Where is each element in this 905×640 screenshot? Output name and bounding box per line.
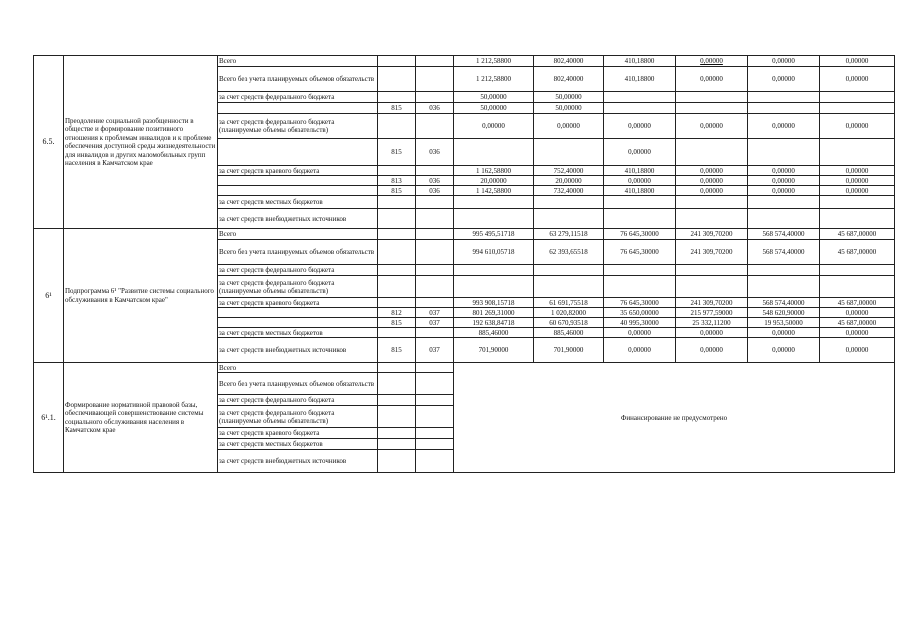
value-total: 995 495,51718 <box>454 229 534 240</box>
value-year: 35 650,00000 <box>604 308 676 318</box>
value-year <box>820 196 895 209</box>
code-section <box>416 428 454 439</box>
value-year <box>820 92 895 103</box>
value-year <box>604 196 676 209</box>
value-year: 568 574,40000 <box>748 298 820 308</box>
funding-source: за счет средств федерального бюджета <box>218 92 378 103</box>
value-year <box>748 209 820 229</box>
table-row <box>34 229 895 240</box>
code-section: 036 <box>416 103 454 114</box>
value-year: 410,18800 <box>604 186 676 196</box>
value-year <box>604 276 676 298</box>
code-grbs <box>378 265 416 276</box>
value-year: 0,00000 <box>820 186 895 196</box>
value-year: 61 691,75518 <box>534 298 604 308</box>
value-year <box>748 196 820 209</box>
funding-source: за счет средств федерального бюджета <box>218 265 378 276</box>
value-year <box>676 139 748 166</box>
funding-source: за счет средств краевого бюджета <box>218 298 378 308</box>
code-section <box>416 363 454 373</box>
funding-source <box>218 139 378 166</box>
value-year: 0,00000 <box>676 166 748 176</box>
value-year: 63 279,11518 <box>534 229 604 240</box>
value-year <box>604 209 676 229</box>
value-year: 0,00000 <box>676 176 748 186</box>
value-year <box>748 139 820 166</box>
value-year: 0,00000 <box>820 67 895 92</box>
funding-source: за счет средств федерального бюджета (планируемые объемы обязательств) <box>218 406 378 428</box>
value-year: 50,00000 <box>534 92 604 103</box>
value-year <box>534 265 604 276</box>
value-year: 76 645,30000 <box>604 298 676 308</box>
value-year <box>676 92 748 103</box>
value-year: 45 687,00000 <box>820 298 895 308</box>
value-year: 76 645,30000 <box>604 240 676 265</box>
code-section <box>416 406 454 428</box>
code-section <box>416 276 454 298</box>
value-year: 548 620,90000 <box>748 308 820 318</box>
value-year: 0,00000 <box>676 56 748 67</box>
funding-source: за счет средств краевого бюджета <box>218 428 378 439</box>
value-year: 0,00000 <box>676 67 748 92</box>
value-year <box>534 196 604 209</box>
value-year <box>676 209 748 229</box>
funding-source: за счет средств внебюджетных источников <box>218 338 378 363</box>
code-grbs: 815 <box>378 139 416 166</box>
code-grbs: 812 <box>378 308 416 318</box>
value-year <box>534 139 604 166</box>
code-grbs <box>378 92 416 103</box>
code-grbs <box>378 240 416 265</box>
value-year: 0,00000 <box>604 328 676 338</box>
value-year: 62 393,65518 <box>534 240 604 265</box>
value-year: 76 645,30000 <box>604 229 676 240</box>
code-grbs <box>378 406 416 428</box>
value-year: 0,00000 <box>820 114 895 139</box>
code-section <box>416 196 454 209</box>
value-total: 50,00000 <box>454 103 534 114</box>
code-grbs <box>378 450 416 473</box>
value-year <box>820 265 895 276</box>
value-total: 993 908,15718 <box>454 298 534 308</box>
value-total: 1 212,58800 <box>454 56 534 67</box>
value-year: 0,00000 <box>820 308 895 318</box>
value-year <box>820 139 895 166</box>
code-section <box>416 166 454 176</box>
funding-source: Всего без учета планируемых объемов обязательств <box>218 240 378 265</box>
value-total: 885,46000 <box>454 328 534 338</box>
funding-source: за счет средств федерального бюджета <box>218 395 378 406</box>
code-grbs <box>378 114 416 139</box>
value-year: 50,00000 <box>534 103 604 114</box>
value-year: 0,00000 <box>676 114 748 139</box>
code-section: 036 <box>416 176 454 186</box>
code-grbs <box>378 276 416 298</box>
code-grbs <box>378 166 416 176</box>
value-total: 0,00000 <box>454 114 534 139</box>
code-grbs: 815 <box>378 318 416 328</box>
measure-description: Формирование нормативной правовой базы, обеспечивающей совершенствование системы социального обслуживания населения в Камчатском крае <box>64 363 218 473</box>
value-year: 701,90000 <box>534 338 604 363</box>
code-grbs <box>378 328 416 338</box>
value-year <box>604 103 676 114</box>
value-year: 0,00000 <box>604 114 676 139</box>
value-year <box>820 103 895 114</box>
value-total <box>454 209 534 229</box>
code-grbs <box>378 196 416 209</box>
funding-source <box>218 103 378 114</box>
code-grbs <box>378 298 416 308</box>
value-year <box>534 276 604 298</box>
code-section: 037 <box>416 308 454 318</box>
value-year <box>676 196 748 209</box>
code-section <box>416 439 454 450</box>
code-section <box>416 450 454 473</box>
funding-source: за счет средств местных бюджетов <box>218 439 378 450</box>
value-year: 45 687,00000 <box>820 240 895 265</box>
funding-source: Всего без учета планируемых объемов обязательств <box>218 373 378 395</box>
code-section: 037 <box>416 338 454 363</box>
value-year: 241 309,70200 <box>676 229 748 240</box>
value-year <box>748 103 820 114</box>
funding-source: за счет средств федерального бюджета (планируемые объемы обязательств) <box>218 114 378 139</box>
value-year: 0,00000 <box>676 338 748 363</box>
code-section <box>416 67 454 92</box>
value-year: 802,40000 <box>534 56 604 67</box>
value-year: 568 574,40000 <box>748 229 820 240</box>
funding-source <box>218 308 378 318</box>
value-year: 60 670,93518 <box>534 318 604 328</box>
value-year: 568 574,40000 <box>748 240 820 265</box>
code-section <box>416 328 454 338</box>
funding-source: Всего <box>218 363 378 373</box>
funding-source: за счет средств внебюджетных источников <box>218 209 378 229</box>
funding-source: за счет средств местных бюджетов <box>218 196 378 209</box>
value-year: 45 687,00000 <box>820 229 895 240</box>
code-section: 036 <box>416 139 454 166</box>
code-grbs: 815 <box>378 103 416 114</box>
value-year: 0,00000 <box>748 328 820 338</box>
value-year: 215 977,59000 <box>676 308 748 318</box>
value-year: 0,00000 <box>820 338 895 363</box>
value-year: 0,00000 <box>534 114 604 139</box>
code-section <box>416 229 454 240</box>
value-total <box>454 196 534 209</box>
code-grbs <box>378 67 416 92</box>
row-index: 6.5. <box>34 56 64 229</box>
value-year: 802,40000 <box>534 67 604 92</box>
measure-description: Преодоление социальной разобщенности в обществе и формирование позитивного отношения к проблемам инвалидов и к проблеме обеспечения доступной среды жизнедеятельности для инвалидов и других маломобильных групп населения в Камчатском крае <box>64 56 218 229</box>
value-total <box>454 139 534 166</box>
value-year: 0,00000 <box>820 176 895 186</box>
funding-source: за счет средств внебюджетных источников <box>218 450 378 473</box>
value-year: 0,00000 <box>748 166 820 176</box>
value-year: 0,00000 <box>604 338 676 363</box>
funding-note: Финансирование не предусмотрено <box>454 363 895 473</box>
value-year: 25 332,11200 <box>676 318 748 328</box>
code-section <box>416 265 454 276</box>
code-section <box>416 240 454 265</box>
code-section: 037 <box>416 318 454 328</box>
value-year <box>820 209 895 229</box>
code-grbs: 815 <box>378 186 416 196</box>
value-total: 1 162,58800 <box>454 166 534 176</box>
value-year: 40 995,30000 <box>604 318 676 328</box>
code-section: 036 <box>416 186 454 196</box>
value-year: 0,00000 <box>820 166 895 176</box>
value-total: 50,00000 <box>454 92 534 103</box>
value-total: 20,00000 <box>454 176 534 186</box>
funding-source <box>218 176 378 186</box>
value-year: 0,00000 <box>676 328 748 338</box>
value-year: 0,00000 <box>604 176 676 186</box>
value-year: 0,00000 <box>748 114 820 139</box>
value-total: 801 269,31000 <box>454 308 534 318</box>
value-year <box>748 276 820 298</box>
code-section <box>416 92 454 103</box>
funding-source: Всего <box>218 229 378 240</box>
value-year: 19 953,50000 <box>748 318 820 328</box>
code-grbs <box>378 209 416 229</box>
funding-source <box>218 186 378 196</box>
code-grbs: 813 <box>378 176 416 186</box>
funding-source: Всего без учета планируемых объемов обязательств <box>218 67 378 92</box>
budget-table <box>33 55 895 473</box>
code-grbs <box>378 363 416 373</box>
value-year <box>604 265 676 276</box>
value-year: 410,18800 <box>604 166 676 176</box>
value-year: 0,00000 <box>748 186 820 196</box>
value-total: 1 212,58800 <box>454 67 534 92</box>
value-year: 0,00000 <box>676 186 748 196</box>
value-year: 0,00000 <box>820 328 895 338</box>
value-year: 732,40000 <box>534 186 604 196</box>
code-section <box>416 114 454 139</box>
row-index: 6¹.1. <box>34 363 64 473</box>
value-year: 0,00000 <box>748 176 820 186</box>
value-total: 1 142,58800 <box>454 186 534 196</box>
value-year: 0,00000 <box>748 338 820 363</box>
value-year: 0,00000 <box>748 56 820 67</box>
value-year: 410,18800 <box>604 56 676 67</box>
code-grbs: 815 <box>378 338 416 363</box>
value-year: 0,00000 <box>604 139 676 166</box>
code-grbs <box>378 56 416 67</box>
value-year <box>676 103 748 114</box>
value-year <box>604 92 676 103</box>
table-row <box>34 56 895 67</box>
value-year: 885,46000 <box>534 328 604 338</box>
value-total <box>454 276 534 298</box>
value-year: 1 020,82000 <box>534 308 604 318</box>
code-grbs <box>378 373 416 395</box>
funding-source: за счет средств местных бюджетов <box>218 328 378 338</box>
table-row <box>34 363 895 373</box>
value-year: 241 309,70200 <box>676 298 748 308</box>
code-grbs <box>378 229 416 240</box>
code-grbs <box>378 428 416 439</box>
code-section <box>416 395 454 406</box>
value-total: 192 638,84718 <box>454 318 534 328</box>
funding-source: за счет средств федерального бюджета (планируемые объемы обязательств) <box>218 276 378 298</box>
value-year: 20,00000 <box>534 176 604 186</box>
value-year: 752,40000 <box>534 166 604 176</box>
code-section <box>416 298 454 308</box>
code-section <box>416 373 454 395</box>
funding-source <box>218 318 378 328</box>
code-section <box>416 209 454 229</box>
value-year <box>534 209 604 229</box>
funding-source: за счет средств краевого бюджета <box>218 166 378 176</box>
value-year <box>676 276 748 298</box>
value-year: 410,18800 <box>604 67 676 92</box>
value-total: 994 610,05718 <box>454 240 534 265</box>
value-year <box>748 265 820 276</box>
value-year: 45 687,00000 <box>820 318 895 328</box>
value-year <box>820 276 895 298</box>
code-section <box>416 56 454 67</box>
value-year <box>748 92 820 103</box>
code-grbs <box>378 439 416 450</box>
funding-source: Всего <box>218 56 378 67</box>
value-year: 0,00000 <box>820 56 895 67</box>
measure-description: Подпрограмма 6¹ "Развитие системы социального обслуживания в Камчатском крае" <box>64 229 218 363</box>
value-total: 701,90000 <box>454 338 534 363</box>
row-index: 6¹ <box>34 229 64 363</box>
value-total <box>454 265 534 276</box>
value-year: 241 309,70200 <box>676 240 748 265</box>
code-grbs <box>378 395 416 406</box>
value-year: 0,00000 <box>748 67 820 92</box>
value-year <box>676 265 748 276</box>
